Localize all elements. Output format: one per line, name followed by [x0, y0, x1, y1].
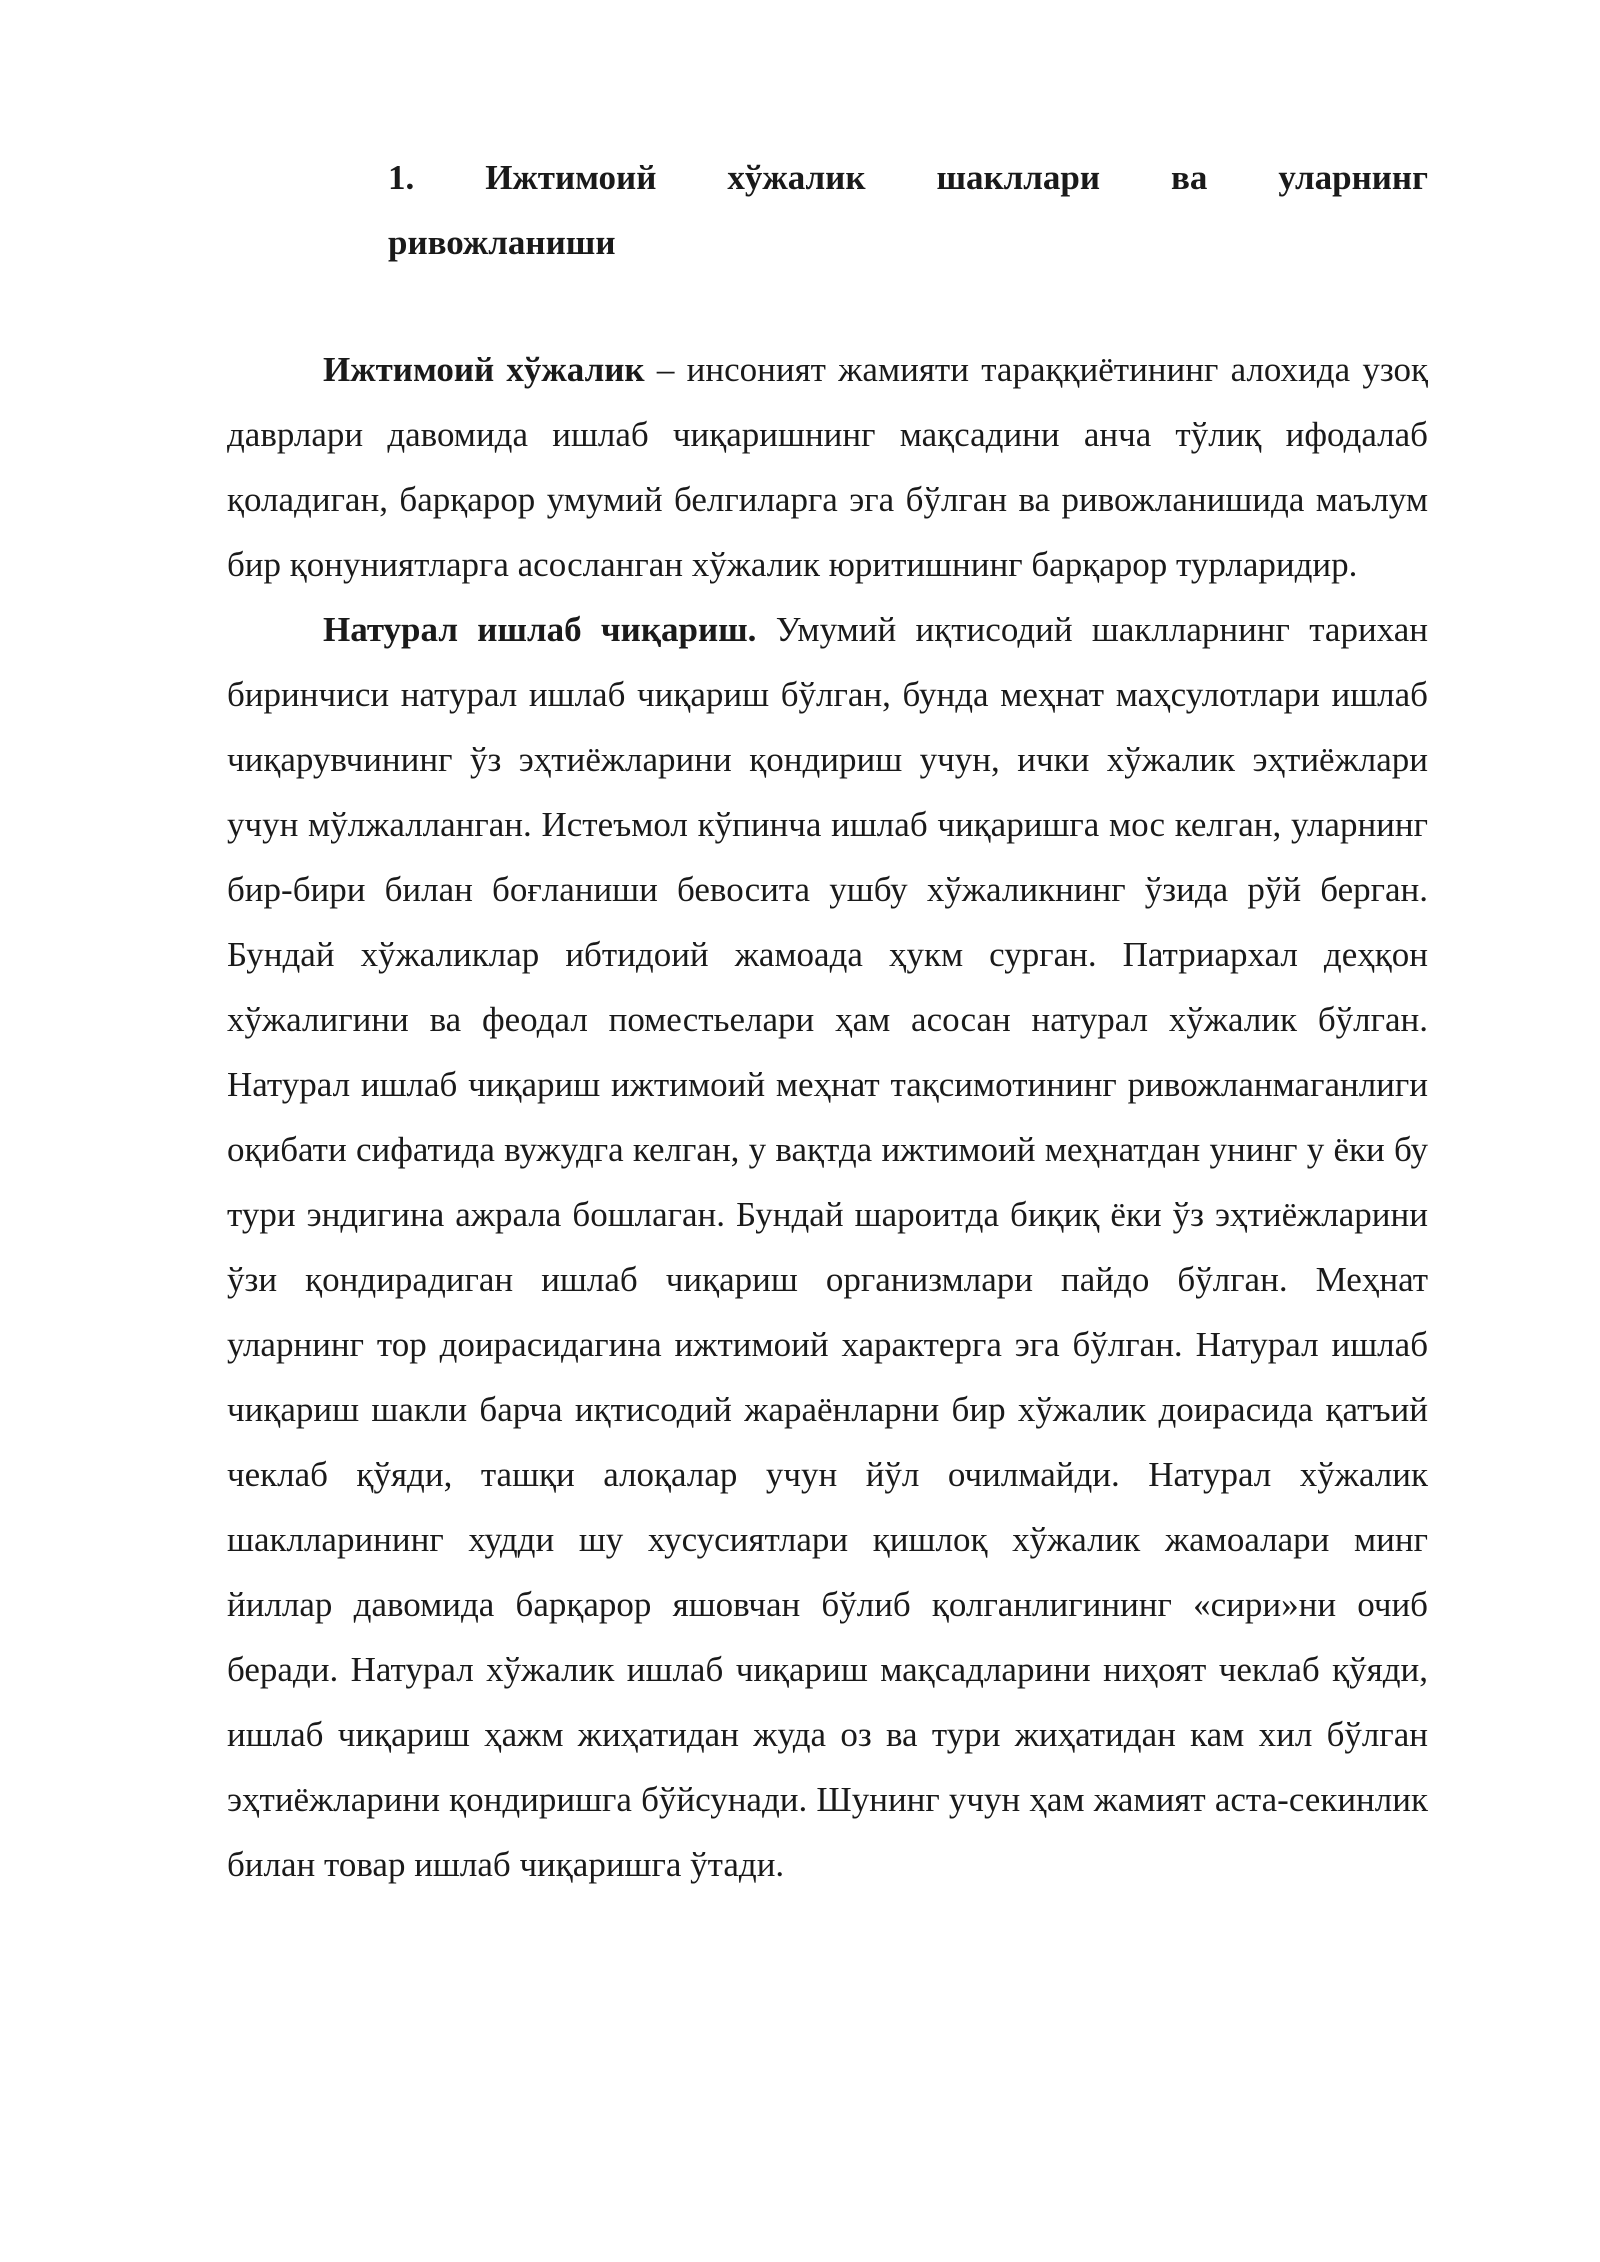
- heading-word: Ижтимоий: [485, 158, 657, 197]
- heading-line-2: ривожланиши: [388, 223, 616, 262]
- paragraph-natural-production: [227, 597, 1428, 1897]
- paragraph-lead-term: Натурал ишлаб чиқариш.: [323, 610, 757, 649]
- heading-line-1: [388, 145, 1428, 210]
- heading-number: 1.: [388, 158, 415, 197]
- paragraph-text: – инсоният жамияти тараққиётининг алохида узоқ даврлари давомида ишлаб чиқаришнинг мақсадини анча тўлиқ ифодалаб қоладиган, барқарор умумий белгиларга эга бўлган ва ривожланишида маълум бир қонуниятларга асосланган хўжалик юритишнинг барқарор турларидир.: [227, 350, 1429, 584]
- heading-word: ва: [1171, 158, 1208, 197]
- document-body: [227, 337, 1428, 1897]
- heading-word: шакллари: [936, 158, 1101, 197]
- section-heading: [388, 145, 1428, 275]
- heading-word: хўжалик: [727, 158, 866, 197]
- paragraph-text: Умумий иқтисодий шаклларнинг тарихан биринчиси натурал ишлаб чиқариш бўлган, бунда меҳнат маҳсулотлари ишлаб чиқарувчининг ўз эҳтиёжларини қондириш учун, ички хўжалик эҳтиёжлари учун мўлжалланган. Истеъмол кўпинча ишлаб чиқаришга мос келган, уларнинг бир-бири билан боғланиши бевосита ушбу хўжаликнинг ўзида рўй берган. Бундай хўжаликлар ибтидоий жамоада ҳукм сурган. Патриархал деҳқон хўжалигини ва феодал поместьелари ҳам асосан натурал хўжалик бўлган. Натурал ишлаб чиқариш ижтимоий меҳнат тақсимотининг ривожланмаганлиги оқибати сифатида вужудга келган, у вақтда ижтимоий меҳнатдан унинг у ёки бу тури эндигина ажрала бошлаган. Бундай шароитда биқиқ ёки ўз эҳтиёжларини ўзи қондирадиган ишлаб чиқариш организмлари пайдо бўлган. Меҳнат уларнинг тор доирасидагина ижтимоий характерга эга бўлган. Натурал ишлаб чиқариш шакли барча иқтисодий жараёнларни бир хўжалик доирасида қатъий чеклаб қўяди, ташқи алоқалар учун йўл очилмайди. Натурал хўжалик шаклларининг худди шу хусусиятлари қишлоқ хўжалик жамоалари минг йиллар давомида барқарор яшовчан бўлиб қолганлигининг «сири»ни очиб беради. Натурал хўжалик ишлаб чиқариш мақсадларини ниҳоят чеклаб қўяди, ишлаб чиқариш ҳажм жиҳатидан жуда оз ва тури жиҳатидан кам хил бўлган эҳтиёжларини қондиришга бўйсунади. Шунинг учун ҳам жамият аста-секинлик билан товар ишлаб чиқаришга ўтади.: [227, 610, 1428, 1884]
- heading-word: уларнинг: [1278, 158, 1428, 197]
- paragraph-social-economy: [227, 337, 1428, 597]
- paragraph-lead-term: Ижтимоий хўжалик: [323, 350, 645, 389]
